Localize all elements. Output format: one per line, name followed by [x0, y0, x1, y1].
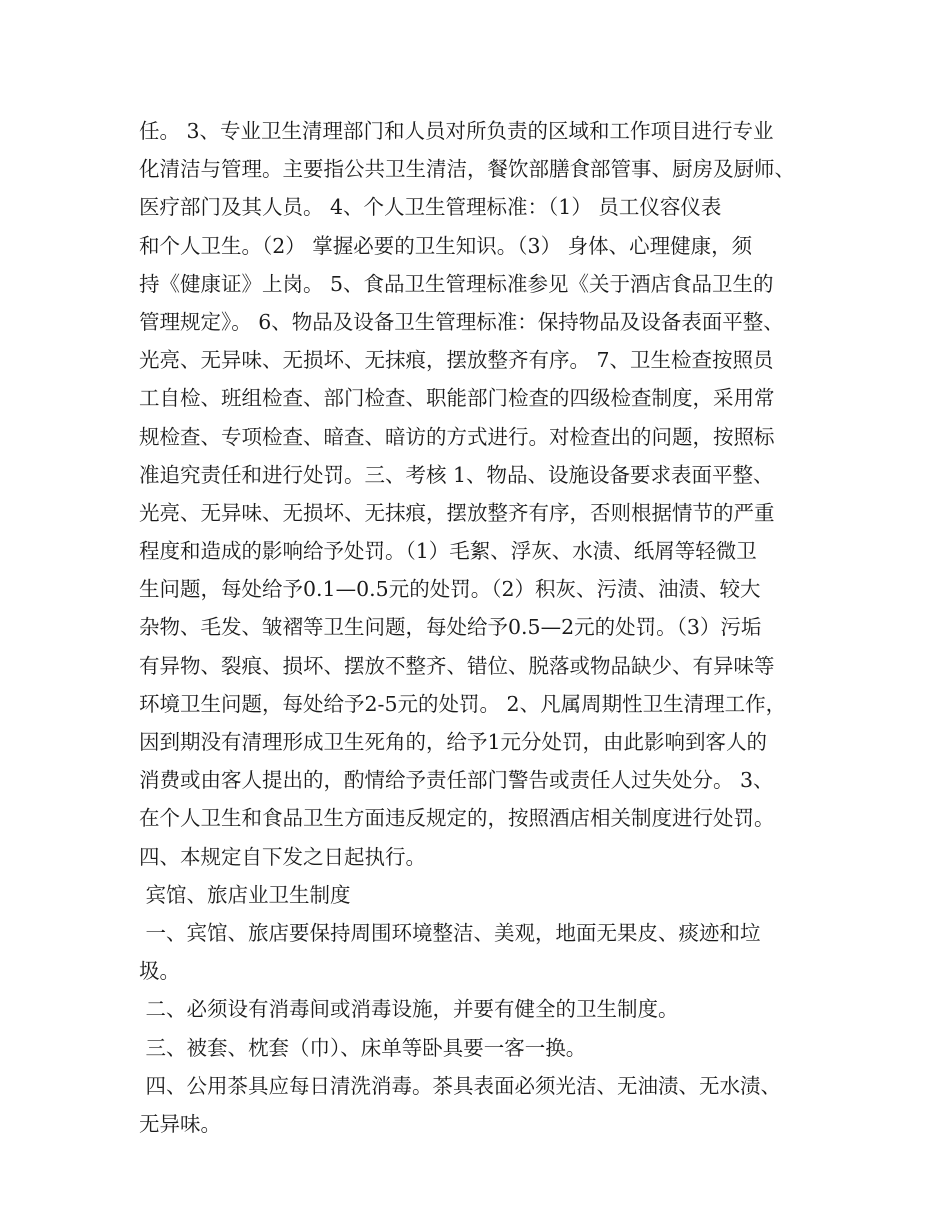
text-line: 化清洁与管理。主要指公共卫生清洁，餐饮部膳食部管事、厨房及厨师、 [139, 157, 795, 182]
text-line: 在个人卫生和食品卫生方面违反规定的，按照酒店相关制度进行处罚。 [139, 806, 775, 831]
text-line: 程度和造成的影响给予处罚。（1）毛絮、浮灰、水渍、纸屑等轻微卫 [139, 539, 757, 564]
text-line: 二、必须设有消毒间或消毒设施，并要有健全的卫生制度。 [139, 997, 679, 1022]
text-line: 规检查、专项检查、暗查、暗访的方式进行。对检查出的问题，按照标 [139, 424, 775, 449]
text-line: 环境卫生问题，每处给予2-5元的处罚。 2、凡属周期性卫生清理工作， [139, 691, 787, 716]
text-line: 管理规定》。 6、物品及设备卫生管理标准：保持物品及设备表面平整、 [139, 309, 784, 334]
text-line: 四、本规定自下发之日起执行。 [139, 844, 426, 869]
text-line: 光亮、无异味、无损坏、无抹痕，摆放整齐有序。 7、卫生检查按照员 [139, 348, 774, 373]
text-line: 任。 3、专业卫生清理部门和人员对所负责的区域和工作项目进行专业 [139, 119, 774, 143]
text-line: 医疗部门及其人员。 4、个人卫生管理标准：（1） 员工仪容仪表 [139, 195, 722, 220]
document-body [139, 112, 839, 1143]
text-line: 杂物、毛发、皱褶等卫生问题，每处给予0.5—2元的处罚。（3）污垢 [139, 615, 762, 640]
text-line: 光亮、无异味、无损坏、无抹痕，摆放整齐有序，否则根据情节的严重 [139, 500, 775, 525]
text-line: 一、宾馆、旅店要保持周围环境整洁、美观，地面无果皮、痰迹和垃 [139, 920, 761, 945]
text-line: 和个人卫生。（2） 掌握必要的卫生知识。（3） 身体、心理健康，须 [139, 233, 753, 258]
text-line: 有异物、裂痕、损坏、摆放不整齐、错位、脱落或物品缺少、有异味等 [139, 653, 775, 678]
text-line: 因到期没有清理形成卫生死角的，给予1元分处罚，由此影响到客人的 [139, 730, 768, 754]
text-line: 无异味。 [139, 1111, 221, 1136]
section-heading: 宾馆、旅店业卫生制度 [139, 882, 351, 907]
text-line: 准追究责任和进行处罚。三、考核 1、物品、设施设备要求表面平整、 [139, 462, 774, 487]
text-line: 持《健康证》上岗。 5、食品卫生管理标准参见《关于酒店食品卫生的 [139, 271, 774, 296]
text-line: 四、公用茶具应每日清洗消毒。茶具表面必须光洁、无油渍、无水渍、 [139, 1073, 782, 1098]
text-line: 圾。 [139, 959, 180, 984]
text-line: 生问题，每处给予0.1—0.5元的处罚。（2）积灰、污渍、油渍、较大 [139, 577, 761, 602]
text-line: 三、被套、枕套（巾）、床单等卧具要一客一换。 [139, 1035, 587, 1060]
text-line: 工自检、班组检查、部门检查、职能部门检查的四级检查制度，采用常 [139, 386, 775, 411]
text-line: 消费或由客人提出的，酌情给予责任部门警告或责任人过失处分。 3、 [139, 768, 774, 793]
